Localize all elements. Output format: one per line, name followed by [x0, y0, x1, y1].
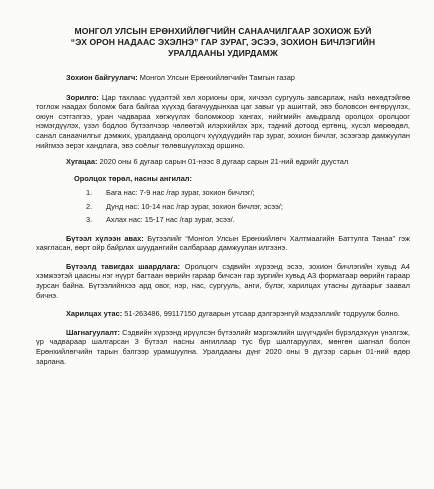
awards-label: Шагнагуулалт: [66, 327, 120, 337]
receiver-paragraph [36, 234, 410, 253]
contact-text: 51-263486, 99117150 дугаарын утсаар дэлгэрэнгүй мэдээллийг тодруулж болно. [122, 309, 400, 319]
goal-label: Зорилго: [66, 92, 99, 102]
awards-paragraph [36, 328, 410, 366]
categories-heading [74, 174, 410, 184]
deadline-text: 2020 оны 6 дугаар сарын 01-нээс 8 дугаар сарын 21-ний өдрийг дуустал [97, 157, 349, 167]
goal-text: Цар тахлаас үүдэлтэй хөл хорионы орж, хичээл сургууль завсарлаж, найз нөхөдтэйгөө тоглож наадах боломж бага байгаа хүүхэд багачуудынхаа цаг завыг үр ашигтай, эвэ боловсон өнгөрүүлэх, оюун сэтгэлгээ, уран чадвараа хөгжүүлэх боломжоор хангах, нийгмийн амьдралд оролцох оролцоог нэмэгдүүлэх, үзэл бодлоо бүтээлчээр чөлөөтэй илэрхийлэх эрх, тэдний дотоод ертөнц, хүсэл мөрөөдөл, санал санаачилгыг дэмжих, уралдаанд оролцогч хүүхдүүдийн гар зураг, зохион бичлэг, эсээгээр дамжуулан нийгмээ эерэг хандлага, эвэ соёлыг төлөвшүүлэхэд оршино. [36, 92, 410, 150]
awards-text: Сэдвийн хүрээнд ирүүлсэн бүтээлийг мэргэжлийн шүүгчдийн бүрэлдэхүүн үнэлгэж, үр чадвараар шалгарсан 3 бүтээл насны ангиллаар тус бүр шалгаруулах, мөнгөн шагнал болон Ерөнхийлөгчийн тарын бэлгээр урамшуулна. Уралдааны дүнг 2020 оны 9 дүгээр сарын 01-ний өдөр зарлана. [36, 327, 410, 366]
list-item-text: Ахлах нас: 15-17 нас /гар зураг, эсээ/. [106, 215, 235, 225]
title-line: “ЭХ ОРОН НАДААС ЭХЭЛНЭ” ГАР ЗУРАГ, ЭСЭЭ, ЗОХИОН БИЧЛЭГИЙН [70, 37, 376, 47]
contact-label: Харилцах утас: [66, 309, 123, 319]
title-line: МОНГОЛ УЛСЫН ЕРӨНХИЙЛӨГЧИЙН САНААЧИЛГААР ЗОХИОЖ БУЙ [74, 26, 372, 36]
list-item-number: 3. [86, 215, 93, 225]
deadline-paragraph [36, 157, 410, 167]
receiver-label: Бүтээл хүлээн авах: [66, 233, 144, 243]
requirements-label: Бүтээлд тавигдах шаардлага: [66, 261, 181, 271]
organizer-label: Зохион байгуулагч: [66, 73, 138, 82]
category-list [36, 188, 410, 224]
requirements-text: Оролцогч сэдвийн хүрээнд эсээ, зохион бичлэгийн хувьд А4 хэмжээтэй цаасны нэг нүүрт багтаан өөрийн гараар бичсэн гар зургийн хувьд А3 форматаар өөрийн гараар зурсан байна. Бүтээлийнхээ ард овог, нэр, нас, сургууль, анги, бүлэг, харилцах утасны дугаарыг заавал бичнэ. [36, 261, 410, 300]
document-title [36, 26, 410, 59]
requirements-paragraph [36, 262, 410, 300]
deadline-label: Хугацаа: [66, 157, 98, 167]
list-item-number: 2. [86, 201, 93, 211]
receiver-text: Бүтээлийг “Монгол Улсын Ерөнхийлөгч Халтмаагийн Баттулга Танаа” гэж хаягласан, өөрт ойр байрлах шуудангийн салбараар дамжуулан илгээнэ. [36, 233, 410, 253]
list-item [86, 188, 410, 197]
organizer-text: Монгол Улсын Ерөнхийлөгчийн Тамгын газар [137, 73, 295, 82]
list-item [86, 215, 410, 224]
list-item-number: 1. [86, 188, 93, 198]
organizer-paragraph [66, 73, 410, 83]
categories-label: Оролцох төрөл, насны ангилал: [74, 173, 192, 183]
contact-paragraph [36, 309, 410, 319]
list-item-text: Дунд нас: 10-14 нас /гар зураг, зохион бичлэг, эсээ/; [106, 201, 283, 211]
title-line: УРАЛДААНЫ УДИРДАМЖ [168, 48, 278, 58]
list-item-text: Бага нас: 7-9 нас /гар зураг, зохион бичлэг/; [106, 188, 255, 198]
goal-paragraph [36, 93, 410, 151]
list-item [86, 202, 410, 211]
